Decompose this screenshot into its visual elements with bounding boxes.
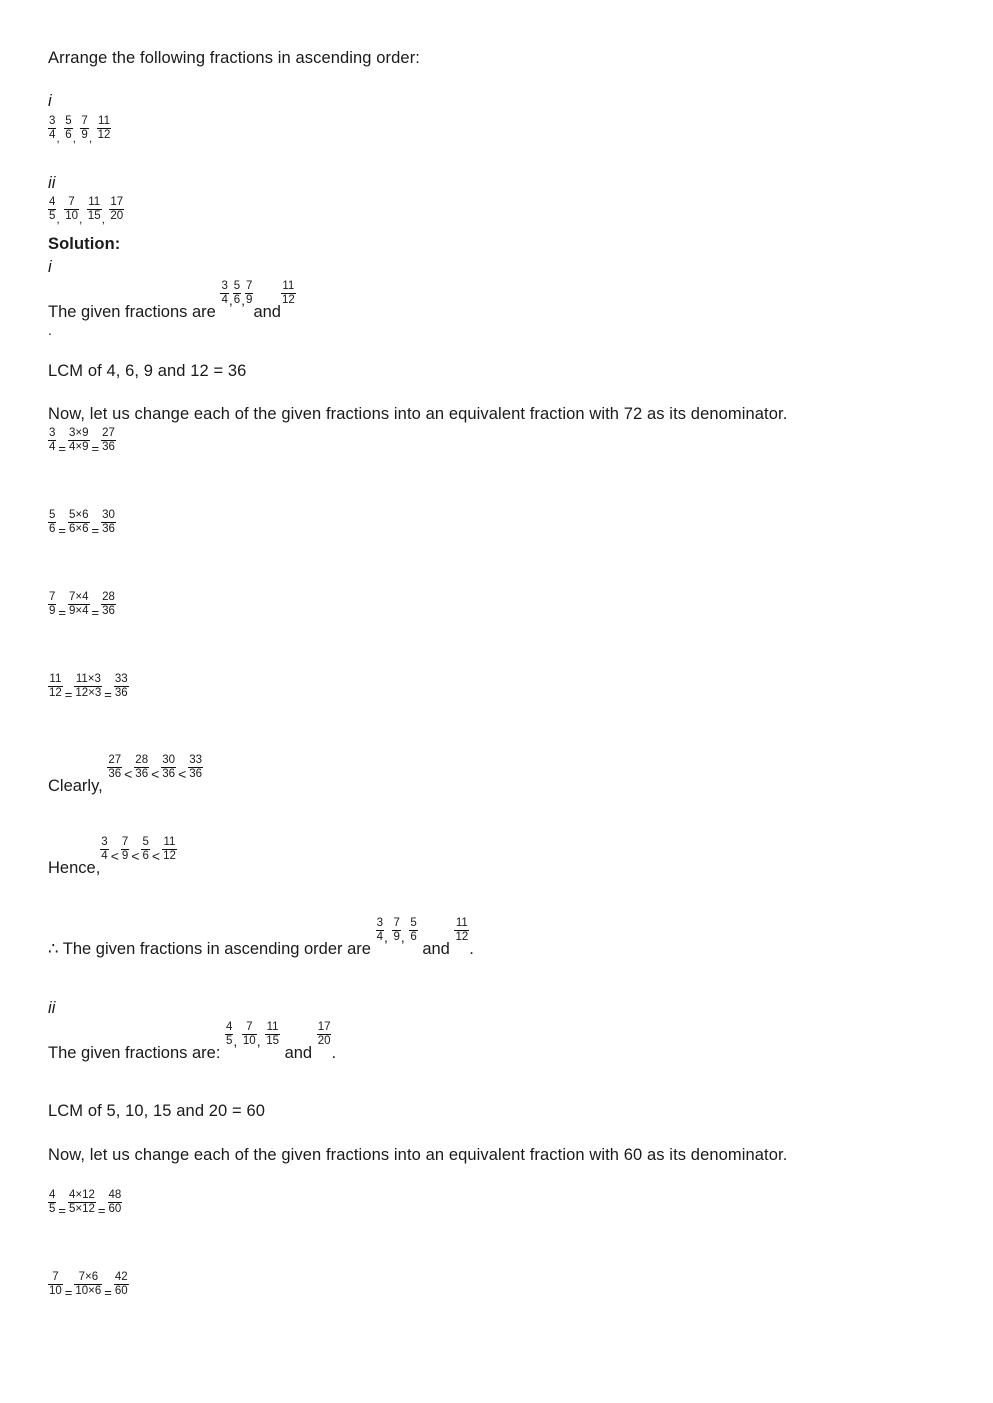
fraction (101, 427, 116, 454)
denominator: 20 (317, 1035, 331, 1047)
denominator: 60 (114, 1285, 128, 1297)
equation-row (48, 673, 129, 702)
fraction (242, 1021, 257, 1048)
numerator: 5 (65, 115, 72, 127)
given-fractions-i (48, 280, 296, 322)
numerator: 11 (88, 196, 101, 208)
denominator: 36 (102, 605, 115, 617)
comma: , (56, 211, 60, 226)
numerator: 3 (49, 427, 56, 439)
denominator: 9 (393, 931, 400, 943)
period: . (48, 322, 52, 338)
numerator: 7 (246, 280, 253, 292)
numerator: 4 (49, 196, 56, 208)
equals-sign: = (91, 522, 100, 538)
denominator: 12 (49, 687, 62, 699)
fraction (162, 836, 177, 863)
and-text: and (279, 1044, 317, 1062)
equation-row (48, 427, 116, 456)
numerator: 7×6 (74, 1271, 102, 1285)
less-than: < (131, 848, 140, 864)
fraction (48, 427, 56, 454)
comma: , (241, 292, 246, 308)
numerator: 7 (64, 196, 79, 210)
fraction (48, 591, 56, 618)
fraction (68, 427, 90, 454)
denominator: 9 (121, 850, 129, 862)
denominator: 4 (49, 441, 56, 453)
denominator: 9 (81, 129, 88, 141)
fraction (454, 917, 469, 944)
fraction (220, 280, 228, 307)
numerator: 4 (226, 1021, 233, 1033)
fraction (114, 1271, 129, 1298)
numerator: 5 (410, 917, 417, 929)
comma: , (256, 1033, 261, 1049)
numerator: 4 (49, 1189, 56, 1201)
denominator: 4×9 (69, 441, 89, 453)
denominator: 4 (376, 931, 383, 943)
fraction (87, 196, 102, 223)
fraction (376, 917, 384, 944)
period: . (331, 1044, 337, 1062)
numerator: 33 (189, 754, 203, 766)
numerator: 5×6 (69, 509, 89, 521)
denominator: 36 (162, 768, 176, 780)
denominator: 36 (102, 441, 115, 453)
fraction (48, 115, 56, 142)
denominator: 10 (242, 1035, 256, 1047)
denominator: 12 (281, 294, 295, 306)
numerator: 5 (233, 280, 241, 292)
question-i-fractions (48, 115, 111, 145)
numerator: 7 (49, 591, 56, 603)
fraction (97, 115, 112, 142)
numerator: 3 (101, 836, 108, 848)
equals-sign: = (58, 604, 66, 620)
equals-sign: = (91, 440, 100, 456)
numerator: 17 (317, 1021, 331, 1033)
denominator: 6 (65, 129, 72, 141)
numerator: 33 (114, 673, 128, 685)
fraction (409, 917, 417, 944)
fraction (64, 196, 79, 223)
comma: , (383, 929, 388, 945)
fraction (48, 509, 56, 536)
numerator: 30 (102, 509, 115, 521)
and-text: and (417, 940, 455, 958)
equals-sign: = (104, 1284, 112, 1300)
comma: , (228, 292, 233, 308)
solution-heading: Solution: (48, 235, 121, 253)
numerator: 5 (49, 509, 56, 521)
equation-row (48, 509, 116, 538)
numerator: 11 (266, 1021, 279, 1033)
fraction (100, 836, 108, 863)
fraction (48, 673, 63, 700)
equals-sign: = (58, 440, 66, 456)
fraction (108, 1189, 123, 1216)
numerator: 7 (81, 115, 88, 127)
denominator: 6×6 (69, 523, 89, 535)
denominator: 36 (114, 687, 128, 699)
less-than: < (110, 848, 119, 864)
fraction (101, 509, 116, 536)
numerator: 7 (48, 1271, 63, 1285)
comma: , (233, 1033, 238, 1049)
therefore-text: ∴ The given fractions in ascending order are (48, 940, 371, 958)
clearly-row (48, 754, 203, 796)
numerator: 27 (108, 754, 122, 766)
solution-part-ii-label: ii (48, 999, 56, 1017)
fraction (101, 591, 116, 618)
denominator: 36 (189, 768, 203, 780)
comma: , (56, 130, 60, 145)
fraction (48, 1271, 63, 1298)
denominator: 6 (142, 850, 149, 862)
fraction (68, 1189, 96, 1216)
fraction (141, 836, 149, 863)
comma: , (101, 211, 105, 226)
numerator: 4×12 (69, 1189, 95, 1201)
denominator: 12×3 (75, 687, 102, 699)
denominator: 15 (87, 210, 101, 222)
numerator: 11 (49, 673, 62, 685)
denominator: 60 (108, 1203, 122, 1215)
denominator: 4 (221, 294, 228, 306)
fraction (392, 917, 400, 944)
numerator: 28 (135, 754, 149, 766)
equals-sign: = (64, 1284, 73, 1300)
solution-part-i-label: i (48, 258, 52, 276)
numerator: 3×9 (69, 427, 89, 439)
denominator: 5 (49, 1203, 56, 1215)
denominator: 20 (110, 210, 124, 222)
fraction (68, 591, 90, 618)
numerator: 11 (455, 917, 468, 929)
equals-sign: = (58, 1202, 66, 1218)
denominator: 10×6 (75, 1285, 102, 1297)
numerator: 30 (162, 754, 176, 766)
given-text: The given fractions are: (48, 1044, 221, 1062)
equation-row (48, 591, 116, 620)
fraction (265, 1021, 280, 1048)
question-text: Arrange the following fractions in ascending order: (48, 49, 420, 67)
denominator: 15 (266, 1035, 279, 1047)
part-i-label: i (48, 92, 52, 110)
numerator: 11 (98, 115, 110, 127)
fraction (281, 280, 296, 307)
numerator: 17 (110, 196, 124, 208)
fraction (121, 836, 129, 863)
now-text-i: Now, let us change each of the given fractions into an equivalent fraction with 72 as its denominator. (48, 405, 788, 423)
equals-sign: = (104, 686, 112, 702)
equals-sign: = (64, 686, 73, 702)
numerator: 42 (114, 1271, 128, 1283)
and-text: and (253, 303, 281, 321)
denominator: 5×12 (69, 1203, 95, 1215)
comma: , (79, 211, 83, 226)
denominator: 36 (108, 768, 122, 780)
fraction (68, 509, 90, 536)
denominator: 10 (65, 210, 78, 222)
denominator: 36 (102, 523, 115, 535)
fraction (233, 280, 241, 307)
lcm-ii: LCM of 5, 10, 15 and 20 = 60 (48, 1102, 265, 1120)
denominator: 5 (49, 210, 56, 222)
numerator: 11 (282, 280, 295, 292)
denominator: 4 (101, 850, 108, 862)
fraction (114, 673, 129, 700)
fraction (109, 196, 124, 223)
denominator: 4 (49, 129, 56, 141)
fraction (48, 1189, 56, 1216)
denominator: 6 (49, 523, 56, 535)
comma: , (88, 130, 93, 145)
fraction (74, 673, 102, 700)
clearly-text: Clearly, (48, 777, 103, 795)
denominator: 10 (49, 1285, 62, 1297)
numerator: 28 (102, 591, 115, 603)
denominator: 12 (163, 850, 176, 862)
denominator: 9 (246, 294, 253, 306)
numerator: 11×3 (75, 673, 101, 685)
denominator: 6 (233, 294, 241, 306)
fraction (188, 754, 203, 781)
numerator: 3 (376, 917, 383, 929)
fraction (161, 754, 176, 781)
fraction (64, 115, 72, 142)
given-fractions-ii (48, 1021, 336, 1063)
lcm-i: LCM of 4, 6, 9 and 12 = 36 (48, 362, 247, 380)
numerator: 27 (102, 427, 115, 439)
numerator: 3 (221, 280, 228, 292)
denominator: 12 (455, 931, 469, 943)
comma: , (400, 929, 405, 945)
numerator: 7 (121, 836, 129, 848)
hence-row (48, 836, 177, 878)
denominator: 36 (135, 768, 149, 780)
given-text: The given fractions are (48, 303, 216, 321)
denominator: 12 (97, 129, 111, 141)
less-than: < (151, 848, 161, 864)
period: . (469, 940, 474, 958)
fraction (317, 1021, 332, 1048)
hence-text: Hence, (48, 859, 101, 877)
part-ii-label: ii (48, 174, 56, 192)
numerator: 3 (49, 115, 56, 127)
question-ii-fractions (48, 196, 124, 226)
equation-row (48, 1271, 129, 1300)
denominator: 9 (49, 605, 56, 617)
equals-sign: = (91, 604, 100, 620)
fraction (80, 115, 88, 142)
numerator: 7×4 (69, 591, 89, 603)
denominator: 9×4 (69, 605, 89, 617)
fraction (74, 1271, 102, 1298)
fraction (107, 754, 122, 781)
less-than: < (178, 766, 187, 782)
numerator: 7 (242, 1021, 257, 1035)
fraction (225, 1021, 233, 1048)
comma: , (72, 130, 76, 145)
equation-row (48, 1189, 122, 1218)
numerator: 48 (108, 1189, 122, 1201)
less-than: < (124, 766, 133, 782)
equals-sign: = (58, 522, 66, 538)
fraction (134, 754, 149, 781)
equals-sign: = (97, 1202, 106, 1218)
less-than: < (151, 766, 160, 782)
denominator: 6 (410, 931, 417, 943)
numerator: 11 (163, 836, 176, 848)
therefore-row (48, 917, 474, 959)
denominator: 5 (226, 1035, 233, 1047)
now-text-ii: Now, let us change each of the given fractions into an equivalent fraction with 60 as its denominator. (48, 1146, 788, 1164)
numerator: 5 (142, 836, 149, 848)
numerator: 7 (393, 917, 400, 929)
fraction (48, 196, 56, 223)
